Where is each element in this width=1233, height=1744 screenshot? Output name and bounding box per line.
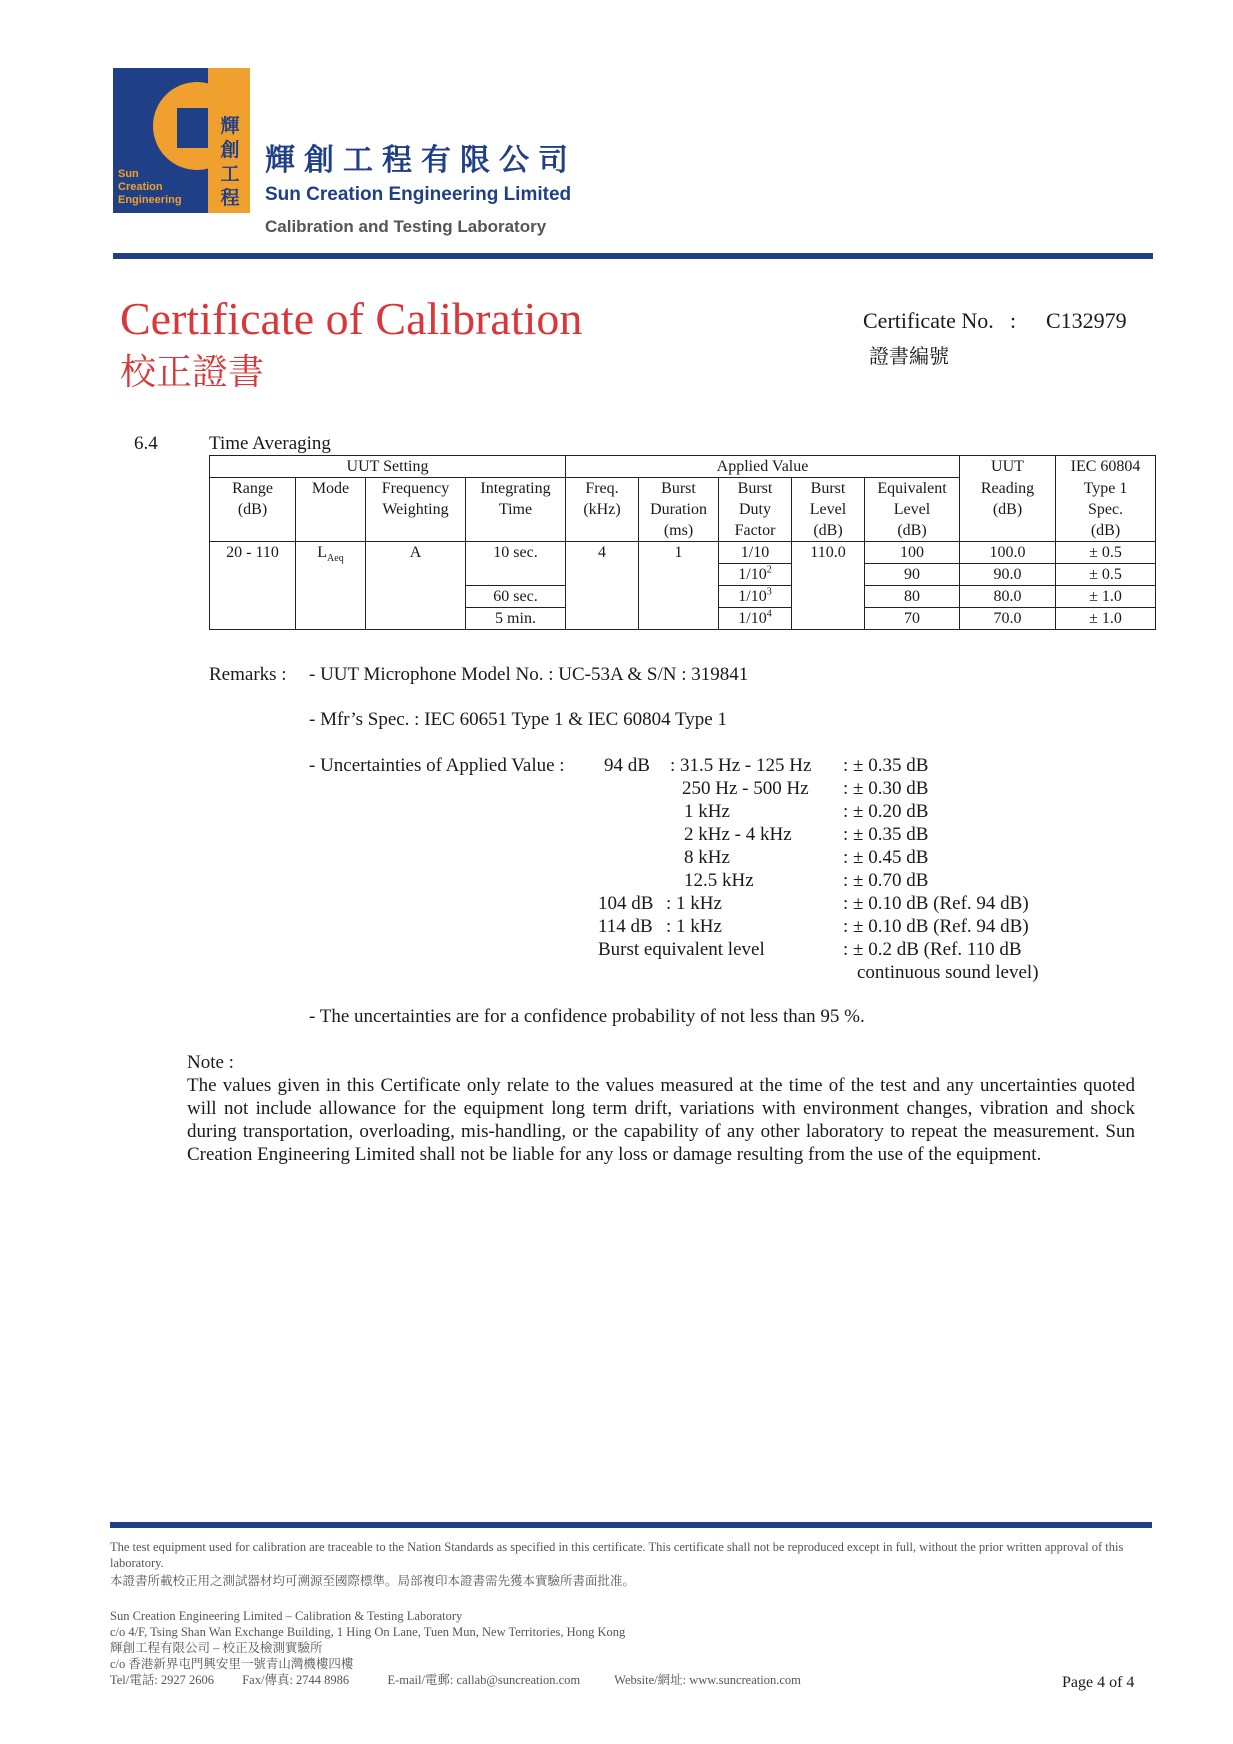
header-line: Burst (810, 480, 846, 497)
company-name-cjk: 輝創工程有限公司 (265, 143, 577, 178)
unc-value: : ± 0.45 dB (843, 847, 929, 868)
unc-freq: 2 kHz - 4 kHz (684, 824, 792, 845)
certificate-number: C132979 (1046, 308, 1127, 333)
cell-duty-factor (719, 608, 792, 630)
duty-base: 1/10 (738, 566, 767, 583)
footer-traceability-cjk: 本證書所載校正用之測試器材均可溯源至國際標準。局部複印本證書需先獲本實驗所書面批准。 (110, 1573, 636, 1588)
certificate-number-label: Certificate No. (863, 308, 994, 333)
section-number: 6.4 (134, 433, 158, 454)
mode-sub: Aeq (327, 553, 344, 565)
cell-burst-level: 110.0 (792, 542, 865, 630)
unc-value: continuous sound level) (857, 962, 1039, 983)
contact-line (110, 1672, 801, 1688)
logo-en-line: Creation (118, 181, 163, 193)
cell-uut-reading: 90.0 (960, 564, 1056, 586)
cell-integrating-time: 60 sec. (466, 586, 566, 608)
duty-base: 1/10 (738, 610, 767, 627)
col-header-burst-duty (719, 478, 792, 542)
header-line: (dB) (237, 501, 268, 518)
cell-integrating-time: 5 min. (466, 608, 566, 630)
header-line: Weighting (382, 501, 449, 518)
cell-uut-reading: 70.0 (960, 608, 1056, 630)
address-line: c/o 4/F, Tsing Shan Wan Exchange Building, 1 Hing On Lane, Tuen Mun, New Territories, Hong Kong (110, 1625, 626, 1639)
unc-level: 94 dB (604, 755, 650, 776)
cell-iec-spec: ± 0.5 (1056, 564, 1156, 586)
col-header-range (210, 478, 296, 542)
uncertainties-label: - Uncertainties of Applied Value : (309, 755, 565, 776)
certificate-title-cjk: 校正證書 (120, 352, 265, 393)
header-line: (kHz) (583, 501, 621, 518)
cell-weighting: A (366, 542, 466, 630)
col-header-mode (296, 478, 366, 542)
col-header-uut-reading (960, 478, 1056, 542)
unc-freq: : 31.5 Hz - 125 Hz (670, 755, 812, 776)
logo-cjk-text: 輝創工程 (220, 115, 240, 209)
col-header-iec-spec (1056, 478, 1156, 542)
header-iec: IEC 60804 (1056, 456, 1156, 478)
cell-mode (296, 542, 366, 630)
page-number: Page 4 of 4 (1062, 1674, 1135, 1691)
table-row (210, 542, 1156, 564)
header-line: Integrating (480, 480, 551, 497)
col-header-weighting (366, 478, 466, 542)
mode-main: L (317, 544, 328, 561)
unc-freq: : 1 kHz (666, 916, 722, 937)
logo-en-text (118, 168, 208, 207)
header-applied-value: Applied Value (566, 456, 960, 478)
duty-exponent: 2 (766, 564, 772, 576)
logo-mark-cutout (177, 108, 209, 148)
unc-value: : ± 0.70 dB (843, 870, 929, 891)
logo-en-line: Sun (118, 168, 139, 180)
unc-freq: : 1 kHz (666, 893, 722, 914)
header-line: Reading (980, 479, 1035, 497)
cell-freq: 4 (566, 542, 639, 630)
remarks-label: Remarks : (209, 664, 287, 685)
address-line: 輝創工程有限公司 – 校正及檢測實驗所 (110, 1641, 323, 1655)
unc-freq: 250 Hz - 500 Hz (682, 778, 809, 799)
footer-address (110, 1608, 801, 1688)
note-body: The values given in this Certificate only relate to the values measured at the time of the test and any uncertainties quoted will not include allowance for the equipment long term drift, variations with environment changes, vibration and shock during transportation, overloading, mis-handling, or the capability of any other laboratory to repeat the measurement. Sun Creation Engineering Limited shall not be liable for any loss or damage resulting from the use of the equipment. (187, 1075, 1135, 1165)
header-line: Duty (739, 501, 771, 518)
company-logo (113, 68, 250, 213)
col-header-freq (566, 478, 639, 542)
unc-value: : ± 0.35 dB (843, 755, 929, 776)
cell-duty-factor (719, 586, 792, 608)
duty-base: 1/10 (738, 588, 767, 605)
address-line: c/o 香港新界屯門興安里一號青山灣機樓四樓 (110, 1657, 354, 1671)
unc-value: : ± 0.35 dB (843, 824, 929, 845)
footer-divider (110, 1522, 1152, 1528)
unc-level: 104 dB (598, 893, 654, 914)
col-header-burst-level (792, 478, 865, 542)
cell-uut-reading: 80.0 (960, 586, 1056, 608)
unc-value: : ± 0.10 dB (Ref. 94 dB) (843, 893, 1029, 914)
header-line: Factor (734, 522, 776, 539)
header-line: (dB) (813, 522, 843, 539)
cell-burst-duration: 1 (639, 542, 719, 630)
cell-equivalent-level: 90 (865, 564, 960, 586)
logo-en-line: Engineering (118, 194, 182, 206)
cell-iec-spec: ± 0.5 (1056, 542, 1156, 564)
header-line: Duration (650, 501, 707, 518)
header-divider (113, 253, 1153, 259)
unc-freq: 8 kHz (684, 847, 730, 868)
address-line: Sun Creation Engineering Limited – Calibration & Testing Laboratory (110, 1609, 463, 1623)
unc-level: Burst equivalent level (598, 939, 765, 960)
footer-fax: Fax/傳真: 2744 8986 (242, 1673, 350, 1687)
cell-iec-spec: ± 1.0 (1056, 608, 1156, 630)
header-line: Burst (737, 480, 773, 497)
header-line: Spec. (1087, 500, 1124, 518)
remark-mfr-spec: - Mfr’s Spec. : IEC 60651 Type 1 & IEC 60804 Type 1 (309, 709, 727, 730)
cell-duty-factor (719, 542, 792, 564)
cell-equivalent-level: 80 (865, 586, 960, 608)
header-uut: UUT (960, 456, 1056, 478)
footer-website[interactable]: Website/網址: www.suncreation.com (614, 1673, 801, 1687)
header-line: Equivalent (877, 480, 947, 497)
header-line: Range (232, 480, 273, 497)
cell-integrating-time: 10 sec. (466, 542, 566, 586)
header-line: Freq. (585, 480, 619, 497)
col-header-integrating-time (466, 478, 566, 542)
cell-range: 20 - 110 (210, 542, 296, 630)
duty-base: 1/10 (740, 544, 770, 561)
section-title: Time Averaging (209, 433, 331, 454)
header-uut-setting: UUT Setting (210, 456, 566, 478)
header-line: Time (498, 501, 533, 518)
header-line: Type 1 (1083, 479, 1128, 497)
remark-confidence: - The uncertainties are for a confidence probability of not less than 95 %. (309, 1006, 865, 1027)
header-line: Burst (661, 480, 696, 497)
header-line: Level (893, 501, 931, 518)
unc-value: : ± 0.30 dB (843, 778, 929, 799)
duty-exponent: 4 (766, 608, 772, 620)
header-line: Mode (311, 480, 350, 497)
cell-equivalent-level: 100 (865, 542, 960, 564)
remark-microphone: - UUT Microphone Model No. : UC-53A & S/N : 319841 (309, 664, 749, 685)
certificate-number-label-cjk: 證書編號 (869, 344, 949, 368)
header-line: (dB) (1090, 521, 1121, 539)
certificate-title: Certificate of Calibration (120, 293, 583, 344)
unc-value: : ± 0.2 dB (Ref. 110 dB (843, 939, 1022, 960)
col-header-burst-duration (639, 478, 719, 542)
unc-value: : ± 0.10 dB (Ref. 94 dB) (843, 916, 1029, 937)
cell-equivalent-level: 70 (865, 608, 960, 630)
cell-duty-factor (719, 564, 792, 586)
header-line: (dB) (992, 500, 1023, 518)
header-line: Frequency (381, 480, 450, 497)
unc-freq: 1 kHz (684, 801, 730, 822)
unc-value: : ± 0.20 dB (843, 801, 929, 822)
cell-uut-reading: 100.0 (960, 542, 1056, 564)
company-name-en: Sun Creation Engineering Limited (265, 184, 572, 205)
header-line: (ms) (663, 522, 694, 539)
unc-level: 114 dB (598, 916, 653, 937)
header-line: (dB) (897, 522, 927, 539)
time-averaging-table (209, 455, 1156, 630)
col-header-equivalent-level (865, 478, 960, 542)
footer-email[interactable]: E-mail/電郵: callab@suncreation.com (387, 1673, 581, 1687)
cell-iec-spec: ± 1.0 (1056, 586, 1156, 608)
footer-traceability: The test equipment used for calibration are traceable to the Nation Standards as specified in this certificate. This certificate shall not be reproduced except in full, without the prior written approval of this laboratory. (110, 1540, 1124, 1570)
certificate-number-colon: : (1010, 308, 1017, 333)
unc-freq: 12.5 kHz (684, 870, 754, 891)
note-label: Note : (187, 1052, 234, 1073)
lab-name: Calibration and Testing Laboratory (265, 217, 547, 236)
header-line: Level (809, 501, 847, 518)
footer-tel: Tel/電話: 2927 2606 (110, 1673, 214, 1687)
duty-exponent: 3 (766, 586, 772, 598)
